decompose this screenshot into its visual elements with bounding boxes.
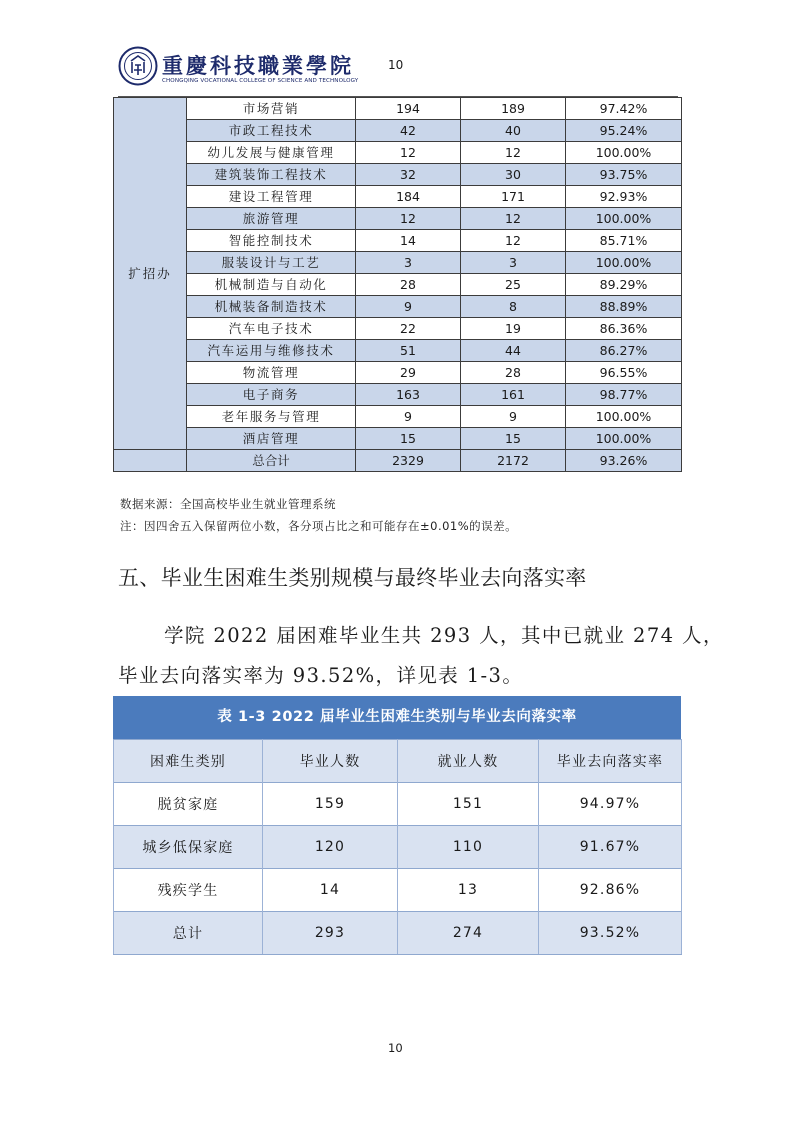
table-row: [114, 252, 682, 274]
table-row: [114, 208, 682, 230]
employed-cell: 12: [461, 230, 566, 252]
major-cell: 机械装备制造技术: [187, 296, 356, 318]
major-cell: 智能控制技术: [187, 230, 356, 252]
table-cell: 14: [263, 869, 398, 912]
rate-cell: 100.00%: [566, 142, 682, 164]
total-row: [114, 450, 682, 472]
rate-cell: 96.55%: [566, 362, 682, 384]
major-cell: 建设工程管理: [187, 186, 356, 208]
rate-cell: 89.29%: [566, 274, 682, 296]
graduates-cell: 184: [356, 186, 461, 208]
summary-paragraph-line1: 学院 2022 届困难毕业生共 293 人，其中已就业 274 人，: [164, 624, 724, 647]
rate-cell: 85.71%: [566, 230, 682, 252]
employed-cell: 19: [461, 318, 566, 340]
difficulty-table-grid: [113, 739, 682, 955]
major-cell: 物流管理: [187, 362, 356, 384]
school-logo-icon: [118, 46, 158, 86]
major-cell: 幼儿发展与健康管理: [187, 142, 356, 164]
data-source-note: 数据来源：全国高校毕业生就业管理系统: [120, 497, 336, 511]
employed-cell: 40: [461, 120, 566, 142]
table-row: [114, 783, 682, 826]
table-row: [114, 318, 682, 340]
footer-page-number: 10: [388, 1041, 403, 1055]
major-cell: 服装设计与工艺: [187, 252, 356, 274]
table-cell: 120: [263, 826, 398, 869]
graduates-cell: 9: [356, 406, 461, 428]
rate-cell: 100.00%: [566, 252, 682, 274]
column-header: 困难生类别: [114, 740, 263, 783]
difficulty-table: [113, 696, 681, 955]
summary-paragraph-line2: 毕业去向落实率为 93.52%，详见表 1-3。: [118, 664, 524, 687]
blank-cell: [114, 450, 187, 472]
total-graduates-cell: 2329: [356, 450, 461, 472]
table-row: [114, 826, 682, 869]
major-cell: 旅游管理: [187, 208, 356, 230]
table-row: [114, 869, 682, 912]
employment-table-continued: [113, 97, 682, 472]
rate-cell: 88.89%: [566, 296, 682, 318]
table-cell: 159: [263, 783, 398, 826]
header-page-number: 10: [388, 58, 404, 72]
department-cell: 扩招办: [114, 98, 187, 450]
table-row: [114, 362, 682, 384]
rate-cell: 100.00%: [566, 406, 682, 428]
employed-cell: 189: [461, 98, 566, 120]
table-row: [114, 186, 682, 208]
table-row: [114, 98, 682, 120]
major-cell: 汽车运用与维修技术: [187, 340, 356, 362]
rate-cell: 100.00%: [566, 428, 682, 450]
rate-cell: 95.24%: [566, 120, 682, 142]
rate-cell: 98.77%: [566, 384, 682, 406]
table-cell: 93.52%: [539, 912, 682, 955]
major-cell: 建筑装饰工程技术: [187, 164, 356, 186]
major-cell: 机械制造与自动化: [187, 274, 356, 296]
graduates-cell: 15: [356, 428, 461, 450]
major-cell: 市政工程技术: [187, 120, 356, 142]
column-header: 毕业人数: [263, 740, 398, 783]
table-row: [114, 120, 682, 142]
employed-cell: 161: [461, 384, 566, 406]
employed-cell: 12: [461, 208, 566, 230]
rounding-note: 注：因四舍五入保留两位小数，各分项占比之和可能存在±0.01%的误差。: [120, 519, 518, 533]
table-row: [114, 274, 682, 296]
page-header: [118, 46, 678, 96]
total-label-cell: 总合计: [187, 450, 356, 472]
graduates-cell: 28: [356, 274, 461, 296]
table-row: [114, 912, 682, 955]
table-row: [114, 164, 682, 186]
table-row: [114, 428, 682, 450]
major-cell: 老年服务与管理: [187, 406, 356, 428]
rate-cell: 86.36%: [566, 318, 682, 340]
graduates-cell: 42: [356, 120, 461, 142]
employed-cell: 8: [461, 296, 566, 318]
difficulty-table-body: [114, 740, 682, 955]
table-cell: 110: [398, 826, 539, 869]
table-cell: 城乡低保家庭: [114, 826, 263, 869]
column-header: 就业人数: [398, 740, 539, 783]
graduates-cell: 12: [356, 142, 461, 164]
table-cell: 94.97%: [539, 783, 682, 826]
total-employed-cell: 2172: [461, 450, 566, 472]
table-row: [114, 230, 682, 252]
major-cell: 汽车电子技术: [187, 318, 356, 340]
school-name-chinese: 重慶科技職業學院: [162, 53, 354, 78]
employed-cell: 3: [461, 252, 566, 274]
employed-cell: 9: [461, 406, 566, 428]
table-row: [114, 296, 682, 318]
table-title: 表 1-3 2022 届毕业生困难生类别与毕业去向落实率: [113, 696, 681, 739]
table-row: [114, 384, 682, 406]
employed-cell: 171: [461, 186, 566, 208]
graduates-cell: 12: [356, 208, 461, 230]
school-name-english: CHONGQING VOCATIONAL COLLEGE OF SCIENCE AND TECHNOLOGY: [162, 78, 359, 84]
table-row: [114, 142, 682, 164]
graduates-cell: 14: [356, 230, 461, 252]
table-cell: 92.86%: [539, 869, 682, 912]
employed-cell: 25: [461, 274, 566, 296]
rate-cell: 86.27%: [566, 340, 682, 362]
graduates-cell: 9: [356, 296, 461, 318]
section-heading: 五、毕业生困难生类别规模与最终毕业去向落实率: [118, 566, 587, 590]
graduates-cell: 163: [356, 384, 461, 406]
employed-cell: 15: [461, 428, 566, 450]
table-row: [114, 406, 682, 428]
table-cell: 151: [398, 783, 539, 826]
employed-cell: 12: [461, 142, 566, 164]
graduates-cell: 29: [356, 362, 461, 384]
rate-cell: 100.00%: [566, 208, 682, 230]
graduates-cell: 32: [356, 164, 461, 186]
graduates-cell: 22: [356, 318, 461, 340]
employed-cell: 28: [461, 362, 566, 384]
table-cell: 总计: [114, 912, 263, 955]
column-header: 毕业去向落实率: [539, 740, 682, 783]
rate-cell: 92.93%: [566, 186, 682, 208]
table-cell: 293: [263, 912, 398, 955]
table-cell: 残疾学生: [114, 869, 263, 912]
rate-cell: 93.75%: [566, 164, 682, 186]
major-cell: 酒店管理: [187, 428, 356, 450]
table-cell: 脱贫家庭: [114, 783, 263, 826]
rate-cell: 97.42%: [566, 98, 682, 120]
graduates-cell: 51: [356, 340, 461, 362]
major-cell: 市场营销: [187, 98, 356, 120]
table-cell: 13: [398, 869, 539, 912]
employment-table-body: [114, 98, 682, 472]
graduates-cell: 3: [356, 252, 461, 274]
major-cell: 电子商务: [187, 384, 356, 406]
employed-cell: 44: [461, 340, 566, 362]
table-cell: 274: [398, 912, 539, 955]
header-row: [114, 740, 682, 783]
graduates-cell: 194: [356, 98, 461, 120]
total-rate-cell: 93.26%: [566, 450, 682, 472]
table-row: [114, 340, 682, 362]
employed-cell: 30: [461, 164, 566, 186]
table-cell: 91.67%: [539, 826, 682, 869]
